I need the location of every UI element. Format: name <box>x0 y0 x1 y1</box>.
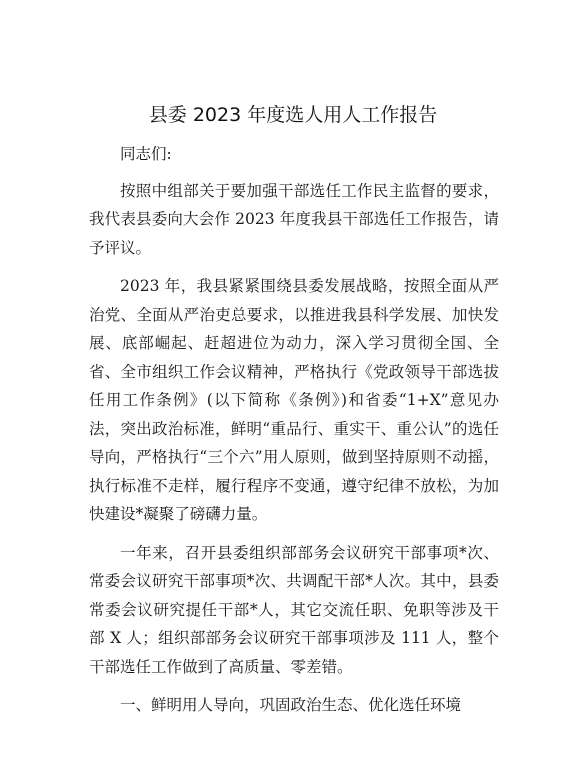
paragraph-overview: 2023 年，我县紧紧围绕县委发展战略，按照全面从严治党、全面从严治吏总要求，以推进我县科学发展、加快发展、底部崛起、赶超进位为动力，深入学习贯彻全国、全省、全市组织工作会议精神，严格执行《党政领导干部选拔任用工作条例》(以下简称《条例》)和省委“1+X”意见办法，突出政治标准，鲜明“重品行、重实干、重公认”的选任导向，严格执行“三个六”用人原则，做到坚持原则不动摇，执行标准不走样，履行程序不变通，遵守纪律不放松，为加快建设*凝聚了磅礴力量。 <box>89 277 499 523</box>
document-body <box>89 140 499 730</box>
greeting: 同志们: <box>120 145 172 163</box>
document-title: 县委 2023 年度选人用人工作报告 <box>148 104 438 126</box>
paragraph-intro: 按照中组部关于要加强干部选任工作民主监督的要求，我代表县委向大会作 2023 年度我县干部选任工作报告，请予评议。 <box>89 181 499 257</box>
section-heading: 一、鲜明用人导向，巩固政治生态、优化选任环境 <box>120 696 462 714</box>
paragraph-statistics: 一年来，召开县委组织部部务会议研究干部事项*次、常委会议研究干部事项*次、共调配干部*人次。其中，县委常委会议研究提任干部*人，其它交流任职、免职等涉及干部 X 人；组织部部务会议研究干部事项涉及 111 人，整个干部选任工作做到了高质量、零差错。 <box>89 543 499 676</box>
